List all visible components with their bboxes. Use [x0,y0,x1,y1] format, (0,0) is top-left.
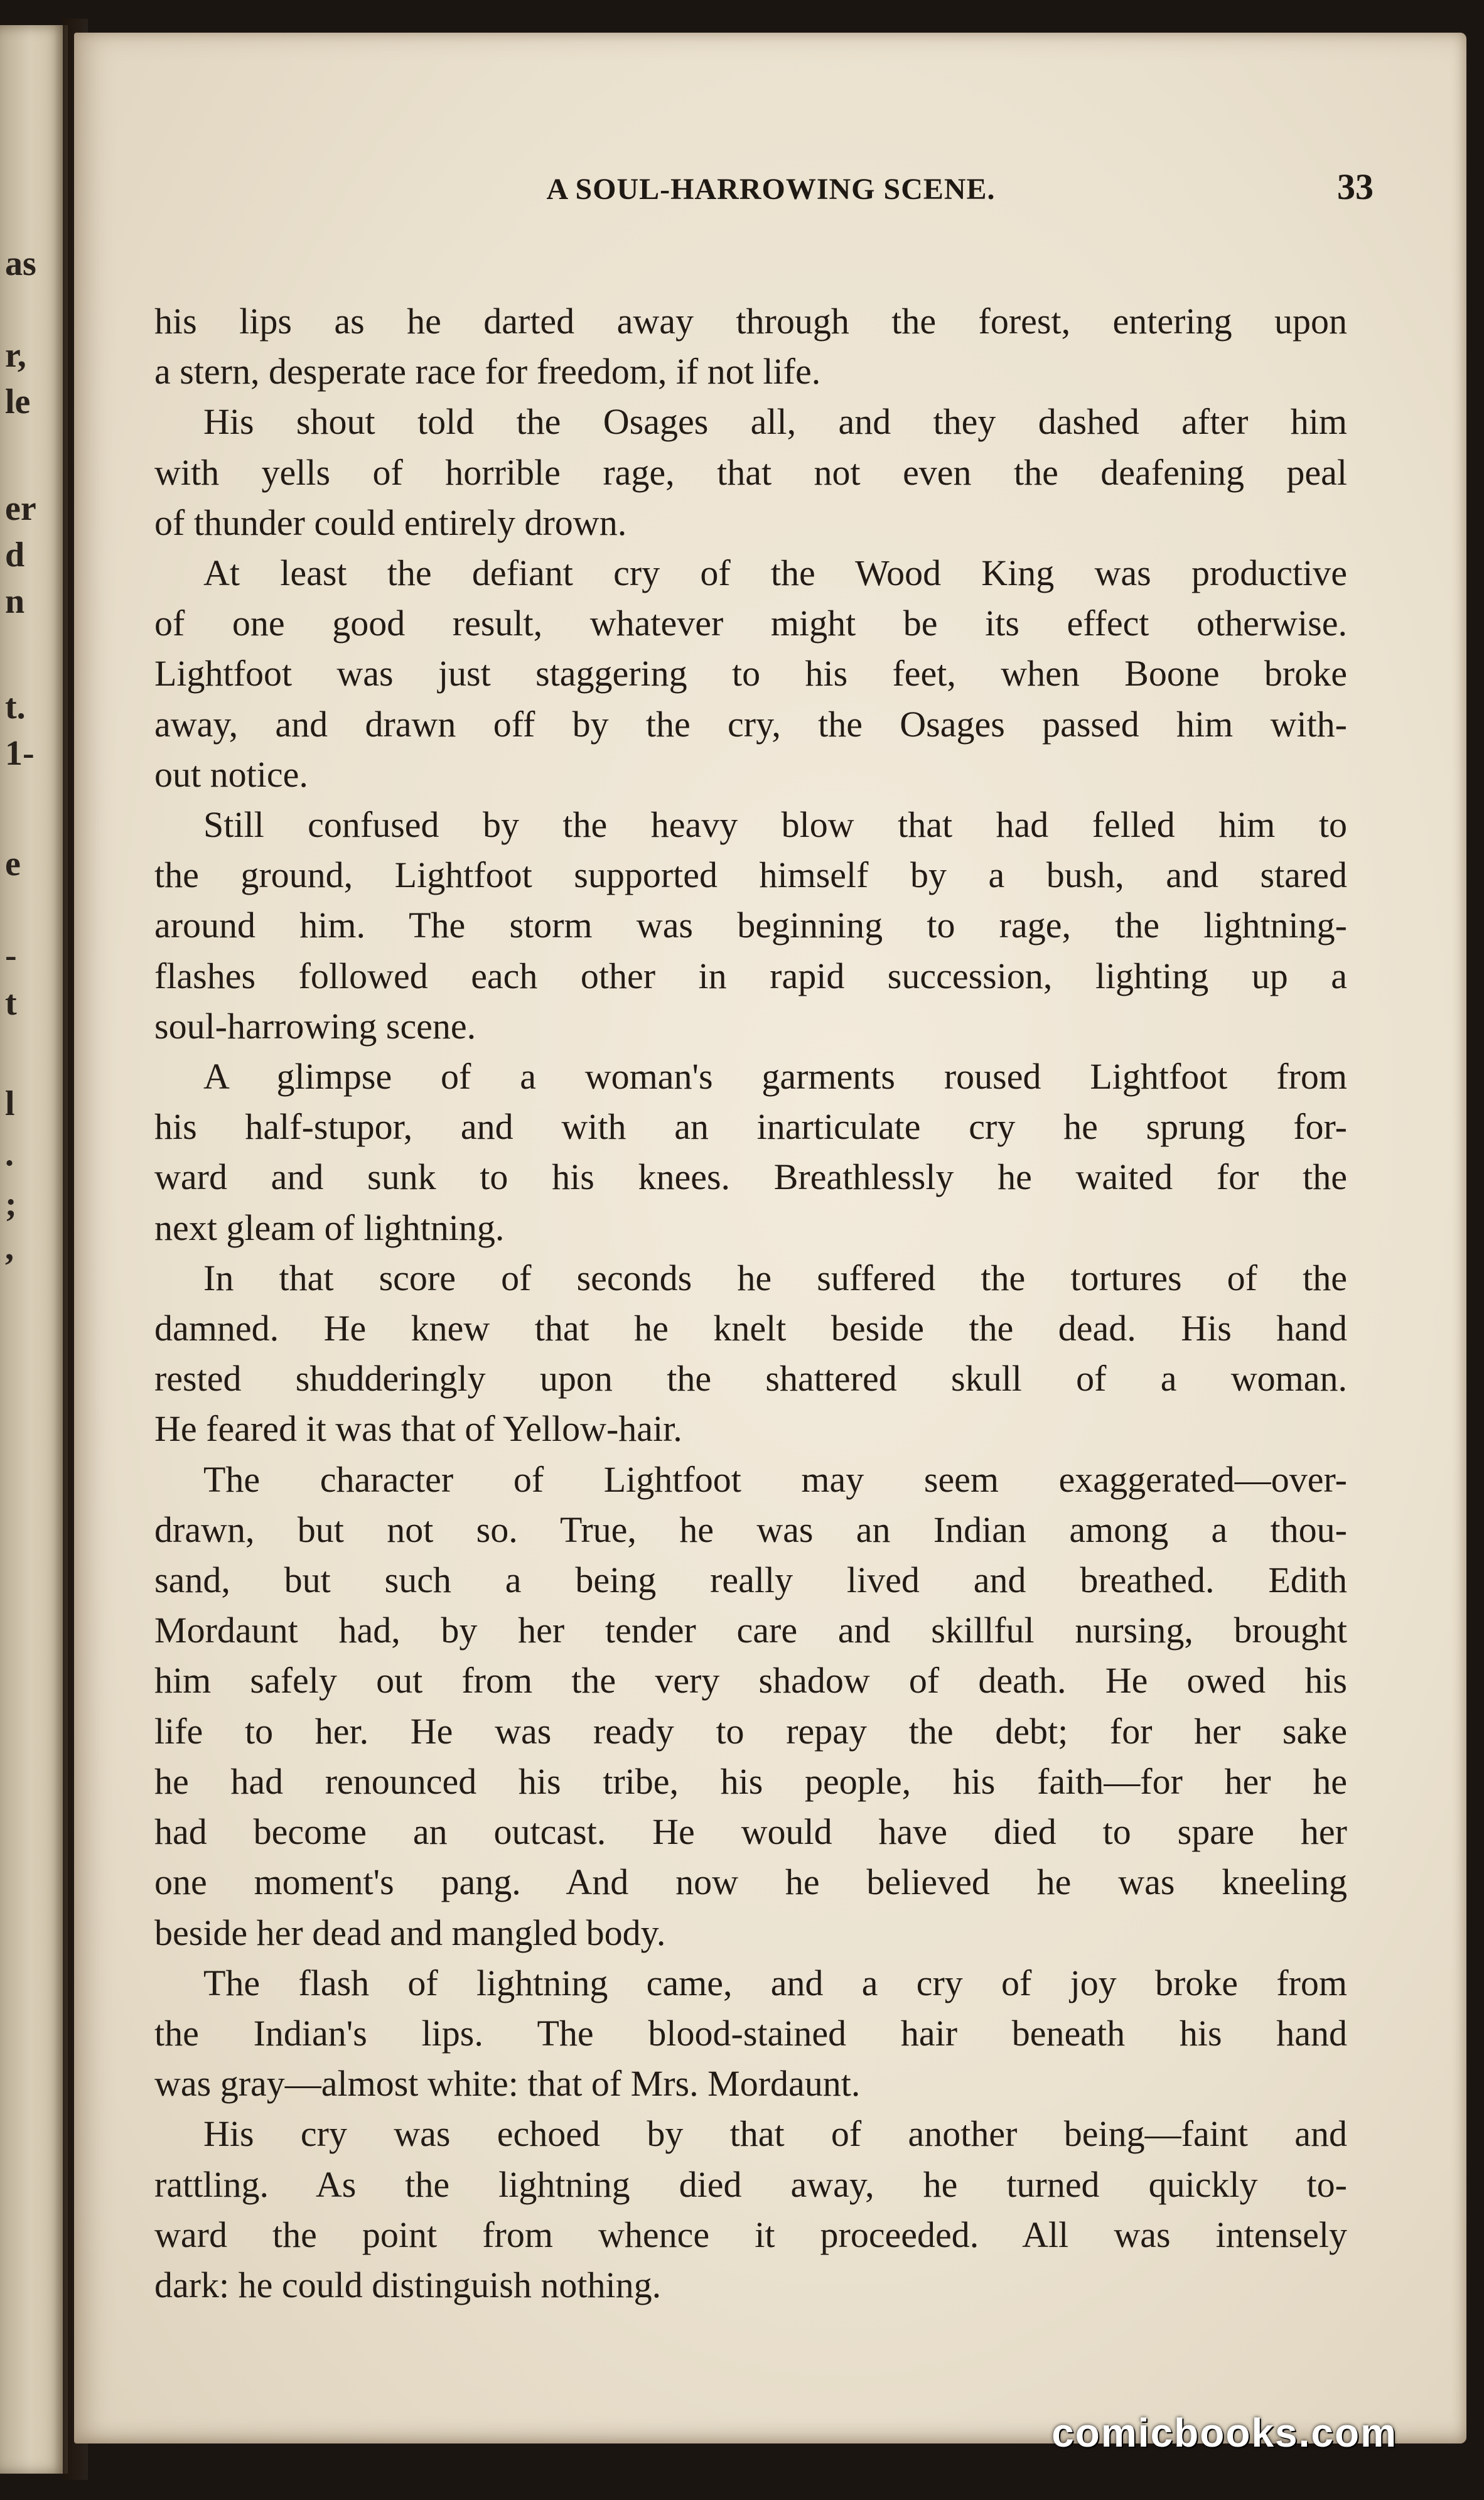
text-line: had become an outcast. He would have died to spare her [154,1811,1347,1853]
text-line: out notice. [154,753,308,795]
text-line: the Indian's lips. The blood-stained hair beneath his hand [154,2012,1347,2054]
facing-page-fragment: . [5,1134,14,1173]
facing-page-fragment: as [5,244,36,283]
book-page [74,33,1466,2443]
text-line: He feared it was that of Yellow-hair. [154,1408,682,1450]
facing-page-fragment: 1- [5,734,35,773]
page-number: 33 [1337,166,1374,207]
body-text [154,296,1347,2310]
text-line: him safely out from the very shadow of death. He owed his [154,1660,1347,1701]
text-line: the ground, Lightfoot supported himself by a bush, and stared [154,854,1347,896]
text-line: In that score of seconds he suffered the tortures of the [203,1257,1347,1298]
facing-page-fragment: l [5,1084,15,1123]
text-line: ward the point from whence it proceeded. All was intensely [154,2214,1347,2255]
text-line: he had renounced his tribe, his people, his faith—for her he [154,1760,1347,1802]
text-line: of one good result, whatever might be its effect otherwise. [154,603,1347,644]
facing-page-fragment: n [5,582,25,621]
text-line: flashes followed each other in rapid succession, lighting up a [154,955,1347,996]
facing-page-fragment: e [5,844,21,883]
text-line: damned. He knew that he knelt beside the dead. His hand [154,1308,1347,1349]
text-line: The character of Lightfoot may seem exaggerated—over- [203,1458,1347,1500]
text-line: around him. The storm was beginning to rage, the lightning- [154,905,1347,946]
text-line: Lightfoot was just staggering to his feet, when Boone broke [154,653,1347,694]
text-line: of thunder could entirely drown. [154,502,627,543]
facing-page-fragment: , [5,1229,14,1268]
text-line: A glimpse of a woman's garments roused Lightfoot from [203,1056,1347,1097]
text-line: his half-stupor, and with an inarticulate cry he sprung for- [154,1106,1347,1148]
text-line: his lips as he darted away through the forest, entering upon [154,301,1347,342]
facing-page-fragment: ; [5,1185,17,1224]
text-line: ward and sunk to his knees. Breathlessly he waited for the [154,1156,1347,1198]
text-line: with yells of horrible rage, that not even the deafening peal [154,451,1347,493]
text-line: Mordaunt had, by her tender care and skillful nursing, brought [154,1610,1347,1651]
text-line: was gray—almost white: that of Mrs. Mordaunt. [154,2063,861,2104]
facing-page-edge [0,25,68,2474]
text-line: soul-harrowing scene. [154,1005,476,1047]
text-line: away, and drawn off by the cry, the Osages passed him with- [154,703,1347,745]
text-line: next gleam of lightning. [154,1207,505,1248]
facing-page-fragment: er [5,489,36,528]
text-line: beside her dead and mangled body. [154,1912,666,1953]
text-line: one moment's pang. And now he believed he was kneeling [154,1862,1347,1903]
text-line: dark: he could distinguish nothing. [154,2264,662,2305]
text-line: sand, but such a being really lived and breathed. Edith [154,1560,1347,1601]
text-line: a stern, desperate race for freedom, if not life. [154,351,821,392]
text-line: His shout told the Osages all, and they dashed after him [203,401,1347,443]
facing-page-fragment: t [5,984,17,1023]
facing-page-fragment: t. [5,687,26,726]
facing-page-fragment: - [5,936,17,975]
facing-page-fragment: le [5,382,31,421]
text-line: rested shudderingly upon the shattered skull of a woman. [154,1358,1347,1399]
text-line: life to her. He was ready to repay the debt; for her sake [154,1710,1347,1752]
watermark: comicbooks.com [1051,2410,1397,2455]
text-line: At least the defiant cry of the Wood King was productive [203,552,1347,594]
text-line: rattling. As the lightning died away, he turned quickly to- [154,2163,1347,2205]
running-head: A SOUL-HARROWING SCENE. [546,173,996,206]
text-line: His cry was echoed by that of another being—faint and [203,2113,1347,2155]
facing-page-fragment: r, [5,336,26,375]
text-line: The flash of lightning came, and a cry of joy broke from [203,1962,1347,2003]
facing-page-fragment: d [5,536,25,574]
text-line: Still confused by the heavy blow that had felled him to [203,804,1347,846]
text-line: drawn, but not so. True, he was an Indian among a thou- [154,1509,1347,1550]
